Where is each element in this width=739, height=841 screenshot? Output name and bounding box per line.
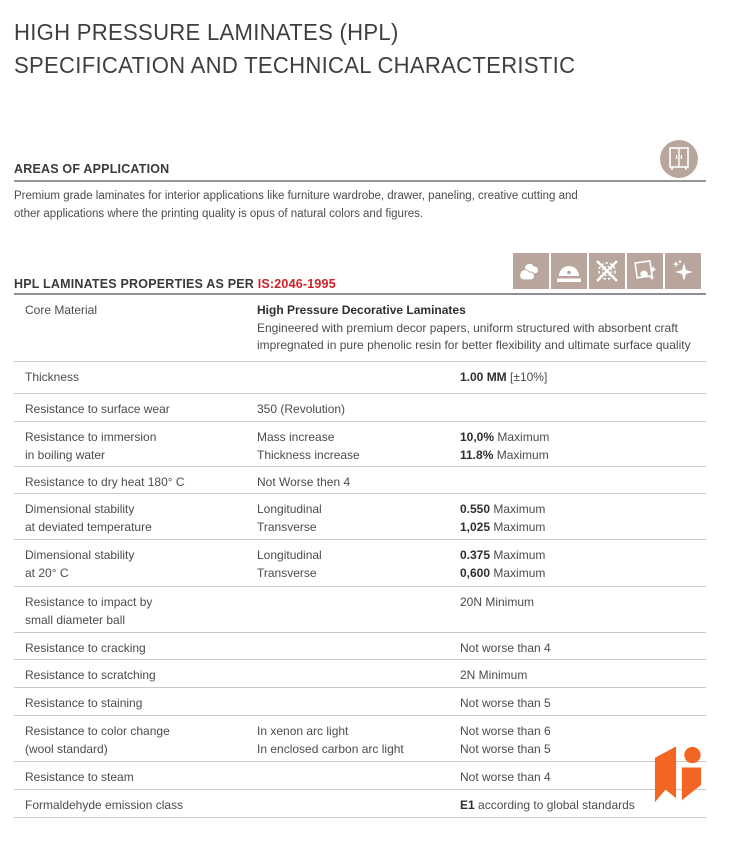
property-cell — [25, 723, 257, 761]
property-line: Formaldehyde emission class — [25, 798, 184, 812]
wardrobe-icon — [660, 140, 698, 178]
property-line: at deviated temperature — [25, 519, 152, 534]
condition-cell — [257, 695, 460, 715]
brand-logo — [653, 744, 703, 823]
value-text: Not worse than 6 — [460, 724, 551, 738]
value-line — [460, 565, 706, 583]
condition-line: Longitudinal — [257, 502, 322, 516]
value-text: Maximum — [490, 548, 546, 562]
page-title — [14, 16, 575, 82]
condition-cell — [257, 302, 706, 361]
value-bold: 1.00 MM — [460, 370, 507, 384]
table-row — [14, 587, 706, 633]
value-bold: E1 — [460, 798, 475, 812]
wardrobe-icon-glyph — [668, 147, 690, 171]
condition-cell — [257, 501, 460, 539]
condition-line: High Pressure Decorative Laminates — [257, 303, 466, 317]
areas-text-line2: other applications where the printing quality is opus of natural colors and figures. — [14, 208, 424, 220]
value-text: 20N Minimum — [460, 595, 535, 609]
property-line: (wool standard) — [25, 741, 108, 756]
value-line — [460, 723, 706, 741]
property-line: Resistance to scratching — [25, 668, 156, 682]
condition-cell — [257, 594, 460, 632]
value-text: Not worse than 5 — [460, 696, 551, 710]
condition-line: Transverse — [257, 565, 317, 580]
value-text: Maximum — [490, 502, 546, 516]
condition-line: Not Worse then 4 — [257, 475, 351, 489]
property-line: Dimensional stability — [25, 548, 135, 562]
table-row — [14, 295, 706, 362]
no-scratch-icon — [589, 253, 625, 289]
property-cell — [25, 302, 257, 361]
value-line — [460, 640, 706, 658]
property-line: Core Material — [25, 303, 98, 317]
value-text: 2N Minimum — [460, 668, 528, 682]
value-line — [460, 667, 706, 685]
value-line — [460, 519, 706, 537]
value-cell — [460, 401, 706, 421]
condition-cell — [257, 429, 460, 466]
feature-icon-row — [513, 253, 701, 289]
value-line — [460, 429, 706, 447]
condition-cell — [257, 401, 460, 421]
value-bold: 10,0% — [460, 430, 495, 444]
value-text: Maximum — [490, 565, 546, 580]
brand-logo-glyph — [653, 744, 703, 818]
condition-line: 350 (Revolution) — [257, 402, 346, 416]
value-text: Maximum — [490, 519, 546, 534]
table-row — [14, 790, 706, 818]
table-row — [14, 660, 706, 688]
condition-cell — [257, 369, 460, 393]
standard-code: IS:2046-1995 — [257, 277, 336, 291]
property-cell — [25, 695, 257, 715]
table-row — [14, 688, 706, 716]
value-text: [±10%] — [506, 370, 548, 384]
value-cell — [460, 695, 706, 715]
table-row — [14, 422, 706, 467]
no-scratch-glyph — [593, 258, 621, 284]
property-line: small diameter ball — [25, 612, 126, 627]
condition-cell — [257, 474, 460, 493]
table-row — [14, 762, 706, 790]
property-line: Resistance to surface wear — [25, 402, 170, 416]
value-text: Maximum — [493, 447, 549, 462]
value-cell — [460, 640, 706, 659]
table-row — [14, 494, 706, 540]
table-row — [14, 633, 706, 660]
condition-line: Transverse — [257, 519, 317, 534]
property-cell — [25, 401, 257, 421]
value-text: Maximum — [494, 430, 550, 444]
property-line: Resistance to steam — [25, 770, 134, 784]
value-text: Not worse than 4 — [460, 641, 551, 655]
condition-line: In enclosed carbon arc light — [257, 741, 404, 756]
property-line: Resistance to immersion — [25, 430, 157, 444]
page-title-line1: HIGH PRESSURE LAMINATES (HPL) — [14, 19, 399, 45]
property-cell — [25, 369, 257, 393]
table-row — [14, 362, 706, 394]
condition-line: Thickness increase — [257, 447, 360, 462]
value-cell — [460, 429, 706, 466]
easy-clean-glyph — [631, 258, 659, 284]
divider — [14, 180, 706, 182]
value-line — [460, 695, 706, 713]
surface-wear-glyph — [555, 258, 583, 284]
areas-text-line1: Premium grade laminates for interior applications like furniture wardrobe, drawer, paneling, creative cutting and — [14, 190, 578, 202]
value-cell — [460, 667, 706, 687]
shine-icon — [665, 253, 701, 289]
condition-line: Engineered with premium decor papers, uniform structured with absorbent craft — [257, 320, 678, 335]
value-text: Not worse than 5 — [460, 741, 551, 756]
table-row — [14, 540, 706, 587]
property-cell — [25, 667, 257, 687]
value-cell — [460, 369, 706, 393]
page-title-line2: SPECIFICATION AND TECHNICAL CHARACTERISTIC — [14, 52, 576, 78]
value-cell — [460, 594, 706, 632]
property-line: Resistance to dry heat 180° C — [25, 475, 185, 489]
value-bold: 0.550 — [460, 502, 491, 516]
value-bold: 0,600 — [460, 565, 491, 580]
value-bold: 11.8% — [460, 447, 494, 462]
value-cell — [460, 474, 706, 493]
shine-glyph — [669, 258, 697, 284]
condition-line: Longitudinal — [257, 548, 322, 562]
areas-of-application-heading: AREAS OF APPLICATION — [14, 162, 170, 176]
value-line — [460, 369, 706, 387]
value-text: according to global standards — [474, 798, 635, 812]
condition-cell — [257, 769, 460, 789]
property-cell — [25, 429, 257, 466]
property-cell — [25, 547, 257, 586]
table-row — [14, 394, 706, 422]
condition-line: impregnated in pure phenolic resin for better flexibility and ultimate surface quality — [257, 338, 691, 352]
property-line: Thickness — [25, 370, 80, 384]
properties-heading — [14, 277, 336, 291]
value-line — [460, 594, 706, 612]
easy-clean-icon — [627, 253, 663, 289]
value-line — [460, 547, 706, 565]
value-text: Not worse than 4 — [460, 770, 551, 784]
condition-cell — [257, 547, 460, 586]
property-cell — [25, 501, 257, 539]
property-line: Resistance to staining — [25, 696, 143, 710]
property-cell — [25, 769, 257, 789]
steam-clouds-icon — [513, 253, 549, 289]
property-line: at 20° C — [25, 565, 69, 580]
value-bold: 0.375 — [460, 548, 491, 562]
areas-of-application-text — [14, 187, 654, 223]
value-line — [460, 447, 706, 465]
condition-cell — [257, 640, 460, 659]
value-line — [460, 501, 706, 519]
property-cell — [25, 594, 257, 632]
condition-cell — [257, 797, 460, 817]
table-row — [14, 716, 706, 762]
spec-table — [14, 293, 706, 818]
value-cell — [460, 547, 706, 586]
surface-wear-icon — [551, 253, 587, 289]
condition-line: In xenon arc light — [257, 724, 349, 738]
condition-cell — [257, 667, 460, 687]
condition-line: Mass increase — [257, 430, 335, 444]
property-line: in boiling water — [25, 447, 106, 462]
condition-cell — [257, 723, 460, 761]
table-row — [14, 467, 706, 494]
property-cell — [25, 797, 257, 817]
property-cell — [25, 640, 257, 659]
value-cell — [460, 501, 706, 539]
properties-heading-text: HPL LAMINATES PROPERTIES AS PER — [14, 277, 258, 291]
property-line: Resistance to color change — [25, 724, 170, 738]
steam-clouds-glyph — [517, 258, 545, 284]
value-bold: 1,025 — [460, 519, 491, 534]
property-line: Resistance to impact by — [25, 595, 153, 609]
property-line: Resistance to cracking — [25, 641, 146, 655]
property-cell — [25, 474, 257, 493]
property-line: Dimensional stability — [25, 502, 135, 516]
